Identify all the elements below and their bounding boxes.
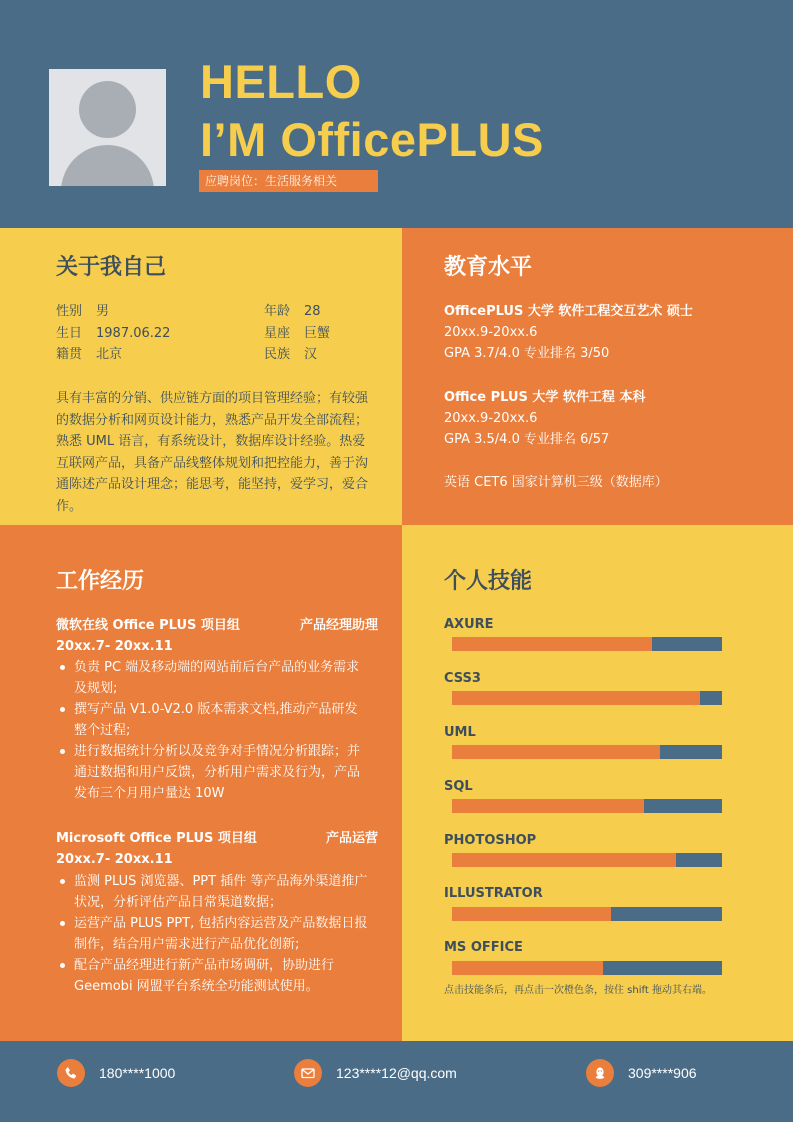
info-birthday (56, 323, 170, 344)
education-degree: OfficePLUS 大学 软件工程交互艺术 硕士 (444, 304, 693, 319)
skill-name: AXURE (444, 617, 494, 632)
job-target-badge: 应聘岗位：生活服务相关 (199, 170, 378, 192)
skill-bar[interactable] (452, 961, 722, 975)
info-zodiac (264, 323, 330, 344)
info-label: 籍贯 (56, 347, 83, 362)
education-gpa: GPA 3.5/4.0 专业排名 6/57 (444, 432, 610, 447)
skill-bar-fill[interactable] (452, 961, 603, 975)
list-item: 配合产品经理进行新产品市场调研，协助进行 Geemobi 网盟平台系统全功能测试使用。 (56, 955, 368, 997)
phone-number: 180****1000 (99, 1065, 176, 1081)
skill-bar[interactable] (452, 691, 722, 705)
info-label: 民族 (264, 347, 291, 362)
job-duties (56, 657, 368, 804)
info-ethnicity (264, 344, 317, 365)
education-entry (444, 301, 693, 364)
job-period: 20xx.7- 20xx.11 (56, 639, 173, 654)
skill-name: ILLUSTRATOR (444, 886, 543, 901)
contact-email (294, 1059, 457, 1087)
avatar-body-shape (61, 145, 154, 186)
contact-qq (586, 1059, 697, 1087)
contact-phone (57, 1059, 175, 1087)
skill-name: MS OFFICE (444, 940, 523, 955)
mail-icon (294, 1059, 322, 1087)
info-label: 性别 (56, 304, 83, 319)
skill-bar-fill[interactable] (452, 907, 611, 921)
about-title: 关于我自己 (56, 255, 167, 280)
greeting-line-1: HELLO (200, 55, 362, 108)
qq-icon (586, 1059, 614, 1087)
education-title: 教育水平 (444, 255, 533, 280)
skill-bar-fill[interactable] (452, 853, 676, 867)
job-header (56, 615, 378, 636)
skill-bar-fill[interactable] (452, 745, 660, 759)
list-item: 撰写产品 V1.0-V2.0 版本需求文档,推动产品研发整个过程; (56, 699, 368, 741)
info-value: 巨蟹 (304, 326, 331, 341)
list-item: 运营产品 PLUS PPT, 包括内容运营及产品数据日报制作，结合用户需求进行产品优化创新; (56, 913, 368, 955)
qq-number: 309****906 (628, 1065, 697, 1081)
skill-bar[interactable] (452, 907, 722, 921)
skill-bar-fill[interactable] (452, 799, 644, 813)
skills-title: 个人技能 (444, 569, 533, 594)
skill-bar[interactable] (452, 637, 722, 651)
job-role: 产品经理助理 (299, 618, 378, 633)
job-role: 产品运营 (325, 831, 378, 846)
about-description: 具有丰富的分销、供应链方面的项目管理经验；有较强的数据分析和网页设计能力，熟悉产品开发全部流程；熟悉 UML 语言，有系统设计，数据库设计经验。热爱互联网产品，具备产品线整体规划和把控能力，善于沟通陈述产品设计理念；能思考，能坚持，爱学习，爱合作。 (56, 391, 369, 514)
skill-name: SQL (444, 779, 473, 794)
greeting-title (200, 56, 544, 166)
list-item: 负责 PC 端及移动端的网站前后台产品的业务需求及规划; (56, 657, 368, 699)
work-title: 工作经历 (56, 569, 145, 594)
list-item: 监测 PLUS 浏览器、PPT 插件 等产品海外渠道推广状况，分析评估产品日常渠道数据； (56, 871, 368, 913)
list-item: 进行数据统计分析以及竞争对手情况分析跟踪；并通过数据和用户反馈，分析用户需求及行为，产品发布三个月用户量达 10W (56, 741, 368, 804)
info-age (264, 301, 321, 322)
job-duties (56, 871, 368, 997)
info-value: 北京 (96, 347, 123, 362)
education-certificates: 英语 CET6 国家计算机三级（数据库） (444, 475, 668, 490)
info-gender (56, 301, 109, 322)
skill-bar[interactable] (452, 799, 722, 813)
info-value: 1987.06.22 (96, 326, 171, 341)
job-header (56, 828, 378, 849)
avatar-placeholder (49, 69, 166, 186)
skill-bar-fill[interactable] (452, 637, 652, 651)
education-degree: Office PLUS 大学 软件工程 本科 (444, 390, 646, 405)
info-label: 星座 (264, 326, 291, 341)
avatar-head-shape (79, 81, 136, 138)
info-label: 年龄 (264, 304, 291, 319)
skill-name: UML (444, 725, 476, 740)
job-company: 微软在线 Office PLUS 项目组 (56, 618, 240, 633)
info-value: 男 (96, 304, 110, 319)
info-value: 汉 (304, 347, 318, 362)
skill-bar-fill[interactable] (452, 691, 700, 705)
skill-bar[interactable] (452, 853, 722, 867)
job-company: Microsoft Office PLUS 项目组 (56, 831, 257, 846)
info-hometown (56, 344, 122, 365)
education-period: 20xx.9-20xx.6 (444, 411, 538, 426)
job-period: 20xx.7- 20xx.11 (56, 852, 173, 867)
greeting-line-2: I’M OfficePLUS (200, 113, 544, 166)
skill-name: PHOTOSHOP (444, 833, 537, 848)
info-value: 28 (304, 304, 321, 319)
email-address: 123****12@qq.com (336, 1065, 457, 1081)
phone-icon (57, 1059, 85, 1087)
skill-bar[interactable] (452, 745, 722, 759)
skill-name: CSS3 (444, 671, 481, 686)
info-label: 生日 (56, 326, 83, 341)
skill-instruction-note: 点击技能条后，再点击一次橙色条，按住 shift 拖动其右端。 (444, 985, 712, 996)
education-gpa: GPA 3.7/4.0 专业排名 3/50 (444, 346, 610, 361)
education-period: 20xx.9-20xx.6 (444, 325, 538, 340)
education-entry (444, 387, 645, 450)
